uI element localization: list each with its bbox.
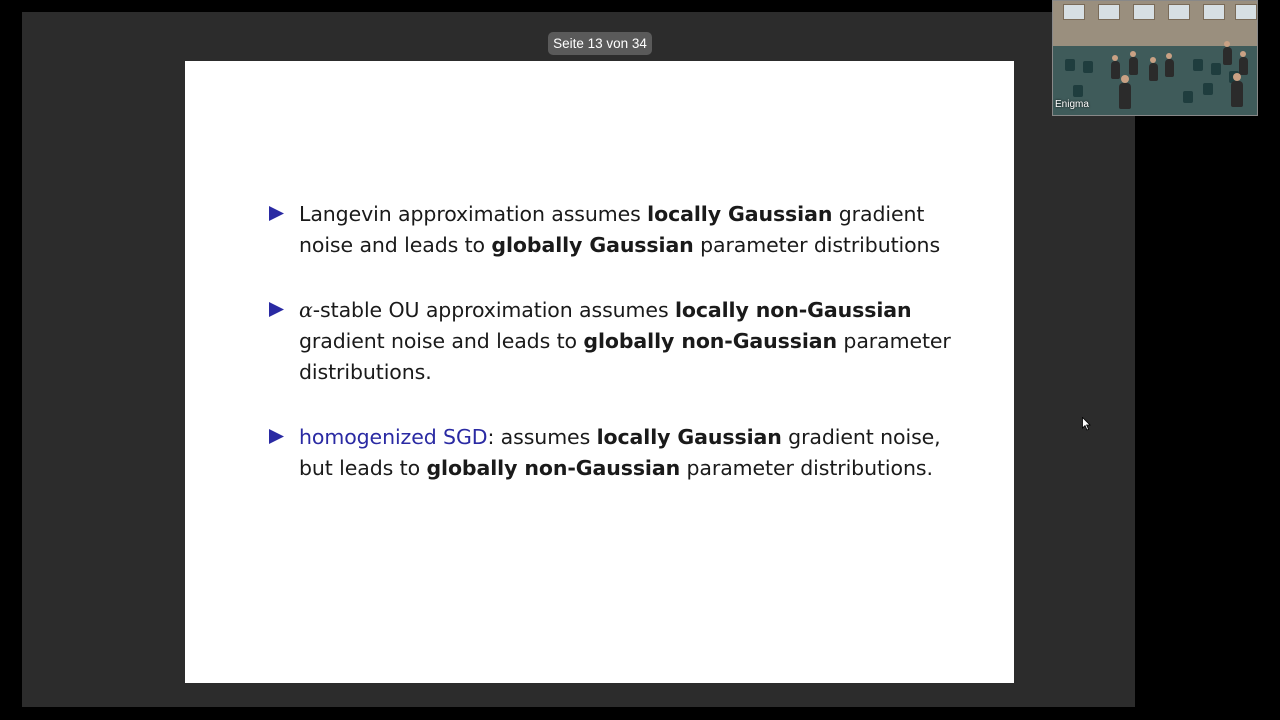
- slide: [185, 61, 1014, 683]
- bold-phrase: globally non-Gaussian: [583, 329, 838, 353]
- bullet-line: [299, 199, 989, 230]
- bold-phrase: globally non-Gaussian: [426, 456, 681, 480]
- text-run: parameter distributions.: [680, 456, 933, 480]
- participant-name: Enigma: [1055, 99, 1089, 110]
- triangle-bullet-icon: [268, 205, 285, 222]
- bullet-line: [299, 295, 989, 326]
- bullet-line: [299, 453, 989, 484]
- bullet-line: [299, 357, 989, 388]
- text-run: -stable OU approximation assumes: [312, 298, 675, 322]
- bullet-line: [299, 326, 989, 357]
- bold-phrase: locally Gaussian: [596, 425, 782, 449]
- text-run: gradient: [832, 202, 925, 226]
- page-indicator: Seite 13 von 34: [548, 32, 652, 55]
- highlighted-term: homogenized SGD: [299, 425, 488, 449]
- video-background: [1053, 1, 1257, 46]
- bullet-text: [299, 199, 989, 261]
- bold-phrase: locally non-Gaussian: [674, 298, 912, 322]
- math-symbol: α: [299, 298, 313, 322]
- bullet-line: [299, 230, 989, 261]
- text-run: : assumes: [487, 425, 597, 449]
- participant-video-tile[interactable]: [1052, 0, 1258, 116]
- text-run: but leads to: [299, 456, 427, 480]
- bold-phrase: globally Gaussian: [491, 233, 694, 257]
- text-run: noise and leads to: [299, 233, 492, 257]
- triangle-bullet-icon: [268, 428, 285, 445]
- bullet-text: [299, 422, 989, 484]
- text-run: parameter distributions: [693, 233, 941, 257]
- text-run: distributions.: [299, 360, 432, 384]
- mouse-cursor-icon: [1082, 417, 1092, 431]
- bullet-line: [299, 422, 989, 453]
- bold-phrase: locally Gaussian: [647, 202, 833, 226]
- text-run: Langevin approximation assumes: [299, 202, 648, 226]
- text-run: gradient noise and leads to: [299, 329, 584, 353]
- triangle-bullet-icon: [268, 301, 285, 318]
- presentation-stage: [22, 12, 1135, 707]
- bullet-text: [299, 295, 989, 388]
- text-run: parameter: [837, 329, 951, 353]
- text-run: gradient noise,: [781, 425, 941, 449]
